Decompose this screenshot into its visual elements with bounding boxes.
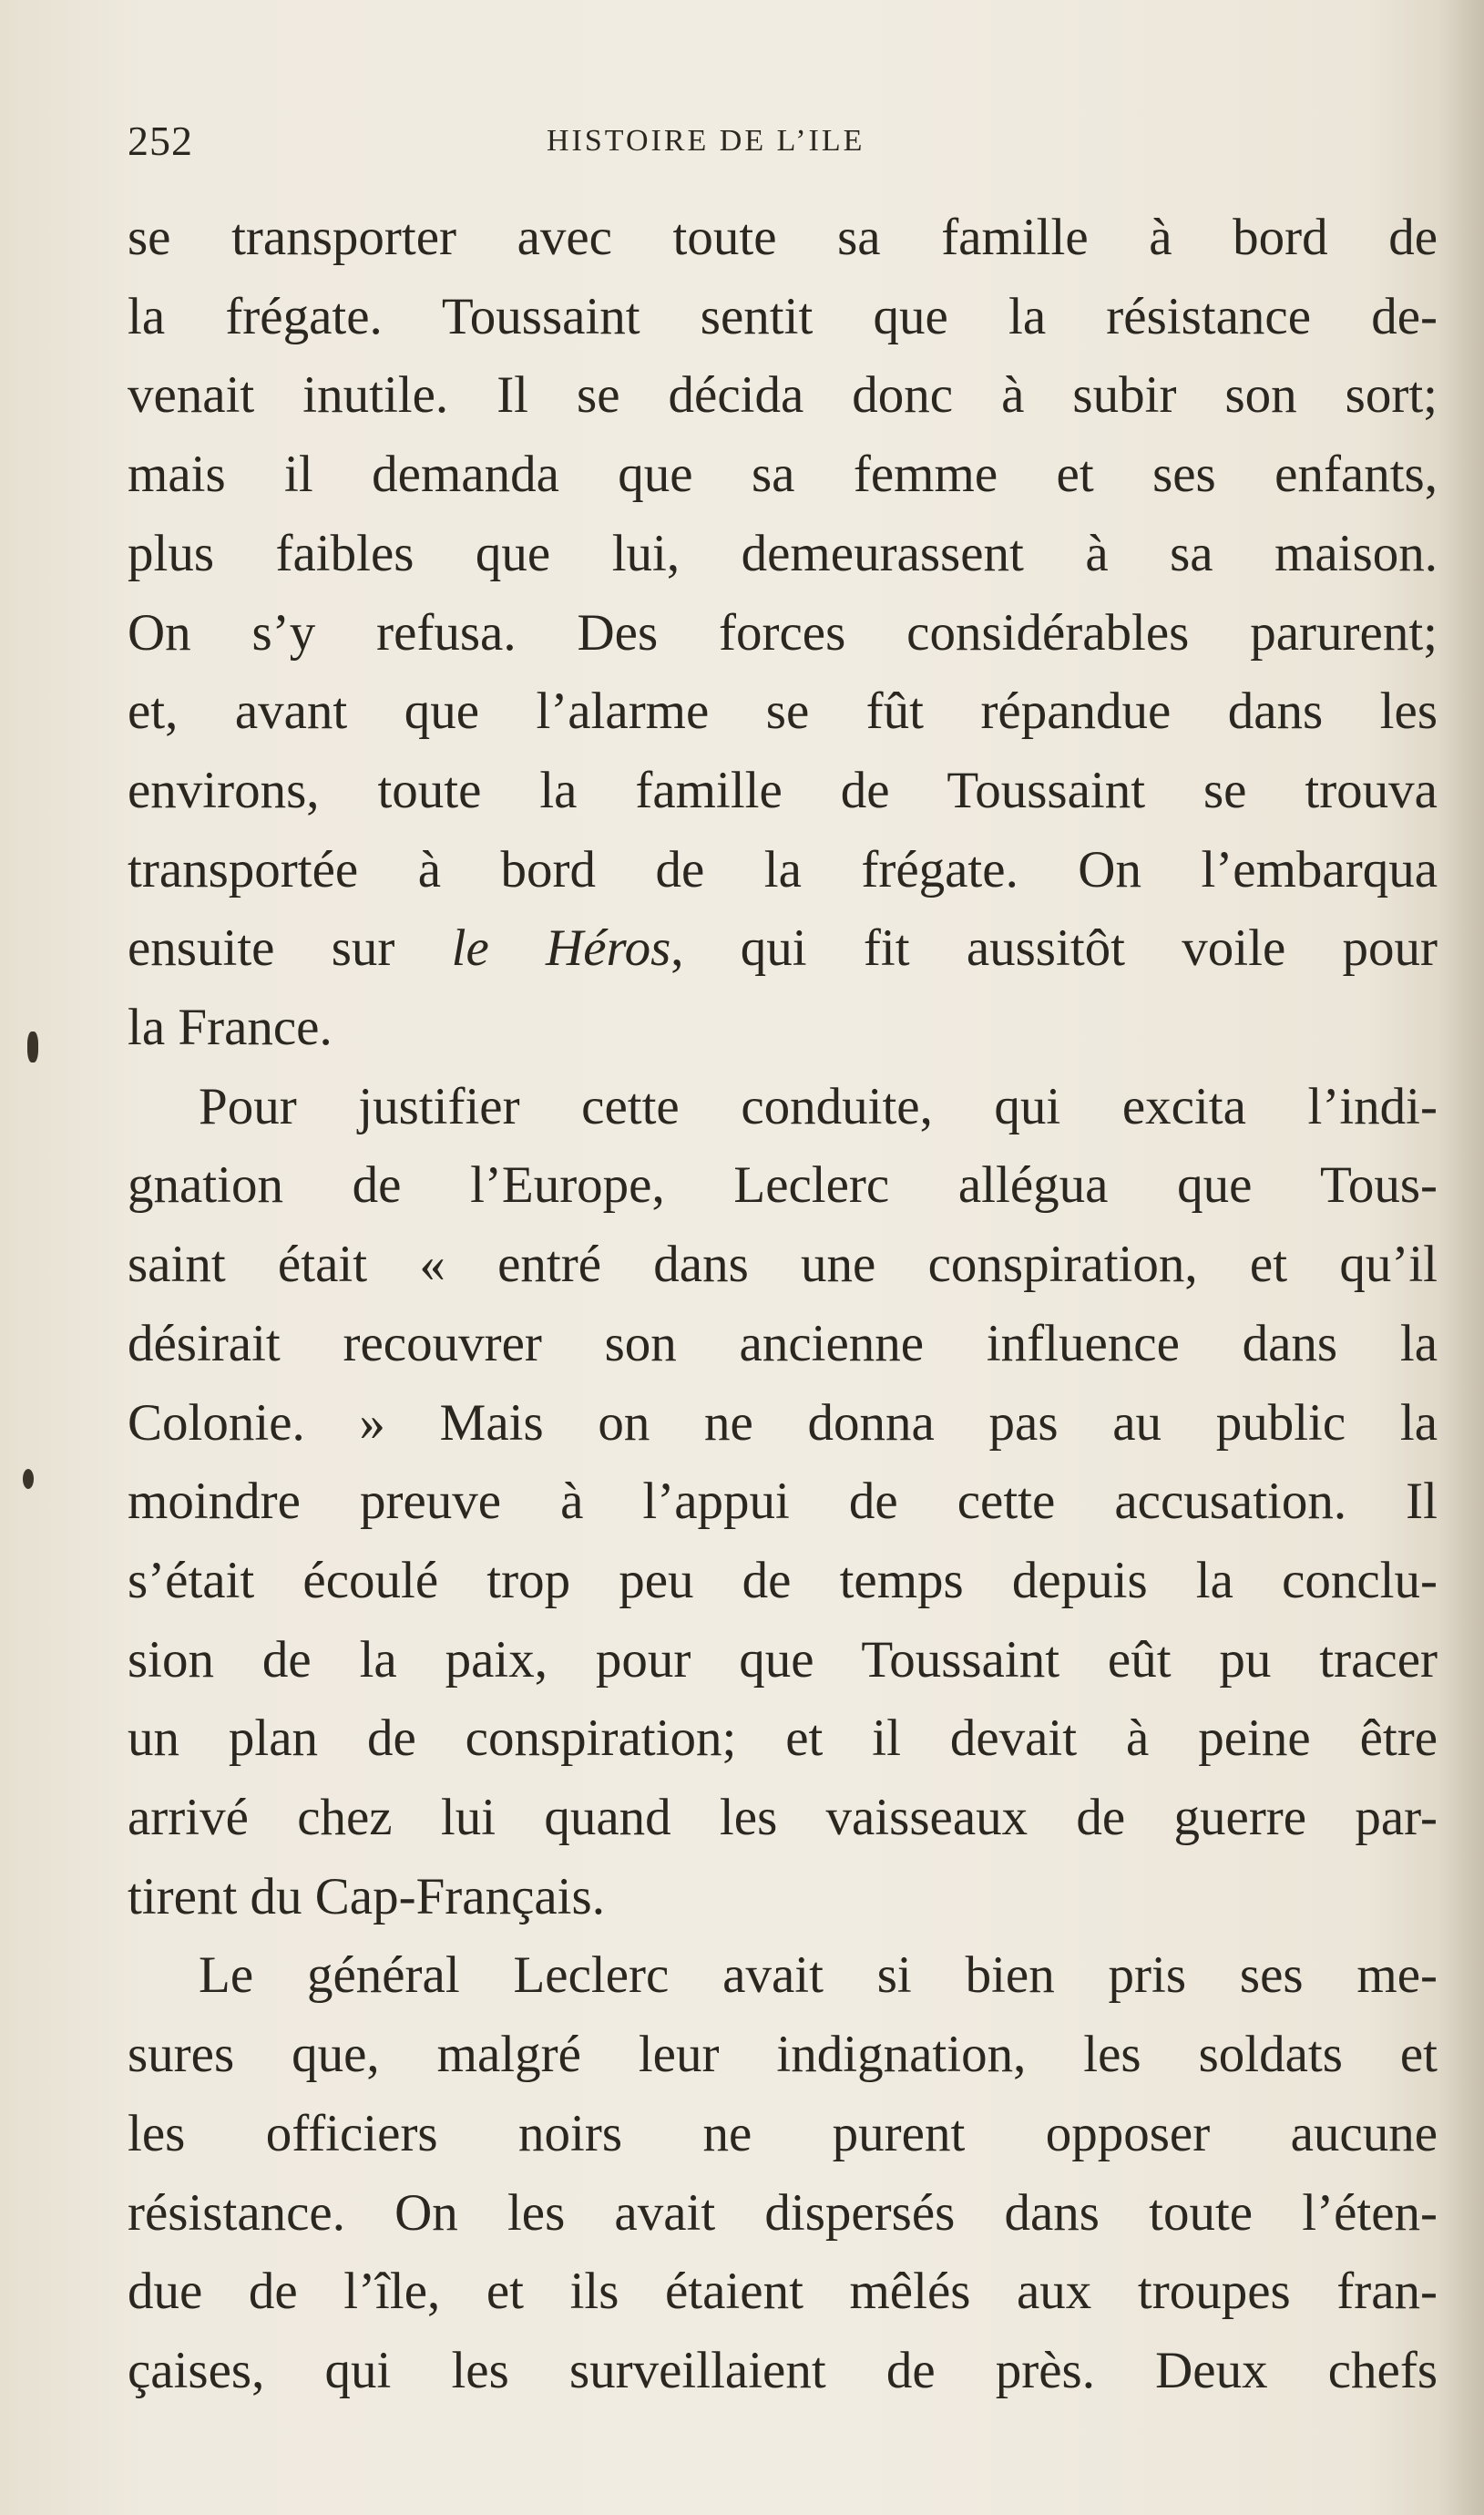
text-line: sures que, malgré leur indignation, les soldats et [128, 2026, 1438, 2084]
text-line: Colonie. » Mais on ne donna pas au public la [128, 1393, 1438, 1452]
text-line: plus faibles que lui, demeurassent à sa maison. [128, 524, 1438, 582]
text-line: sion de la paix, pour que Toussaint eût pu tracer [128, 1630, 1438, 1689]
text-line: transportée à bord de la frégate. On l’embarqua [128, 840, 1438, 898]
running-title: HISTOIRE DE L’ILE [547, 124, 865, 158]
text-line: arrivé chez lui quand les vaisseaux de guerre par- [128, 1789, 1438, 1847]
text-line: due de l’île, et ils étaient mêlés aux troupes fran- [128, 2263, 1438, 2321]
page-header [128, 117, 1357, 171]
text-line: se transporter avec toute sa famille à bord de [128, 209, 1438, 266]
text-before-italic: ensuite sur [128, 919, 452, 978]
text-line: résistance. On les avait dispersés dans toute l’éten- [128, 2183, 1438, 2242]
text-line: venait inutile. Il se décida donc à subir son sort; [128, 366, 1438, 425]
text-line: un plan de conspiration; et il devait à peine être [128, 1709, 1438, 1768]
text-line-with-italic [128, 909, 1438, 989]
text-line: Pour justifier cette conduite, qui excita l’indi- [199, 1077, 1438, 1135]
text-after-italic: , qui fit aussitôt voile pour [670, 919, 1438, 978]
text-line: la frégate. Toussaint sentit que la résistance de- [128, 287, 1438, 345]
body-text [128, 199, 1438, 2411]
text-line: saint était « entré dans une conspiration, et qu’il [128, 1236, 1438, 1294]
text-line: environs, toute la famille de Toussaint se trouva [128, 761, 1438, 819]
ship-name-italic: le Héros [451, 919, 671, 978]
text-line: On s’y refusa. Des forces considérables parurent; [128, 603, 1438, 662]
text-line: et, avant que l’alarme se fût répandue dans les [128, 683, 1438, 741]
text-line: la France. [128, 999, 333, 1057]
text-line: mais il demanda que sa femme et ses enfants, [128, 446, 1438, 504]
text-line: çaises, qui les surveillaient de près. Deux chefs [128, 2341, 1438, 2399]
text-line: tirent du Cap-Français. [128, 1867, 605, 1925]
page-number: 252 [128, 118, 193, 164]
text-line: gnation de l’Europe, Leclerc allégua que Tous- [128, 1156, 1438, 1215]
page-edge-shadow [1438, 0, 1484, 2515]
text-line: moindre preuve à l’appui de cette accusation. Il [128, 1473, 1438, 1531]
margin-ink-mark [23, 1469, 34, 1489]
text-line: Le général Leclerc avait si bien pris ses me- [199, 1946, 1438, 2005]
text-line: s’était écoulé trop peu de temps depuis la conclu- [128, 1551, 1438, 1609]
text-line: les officiers noirs ne purent opposer aucune [128, 2104, 1438, 2162]
margin-ink-mark [27, 1032, 38, 1062]
text-line: désirait recouvrer son ancienne influence dans la [128, 1314, 1438, 1372]
